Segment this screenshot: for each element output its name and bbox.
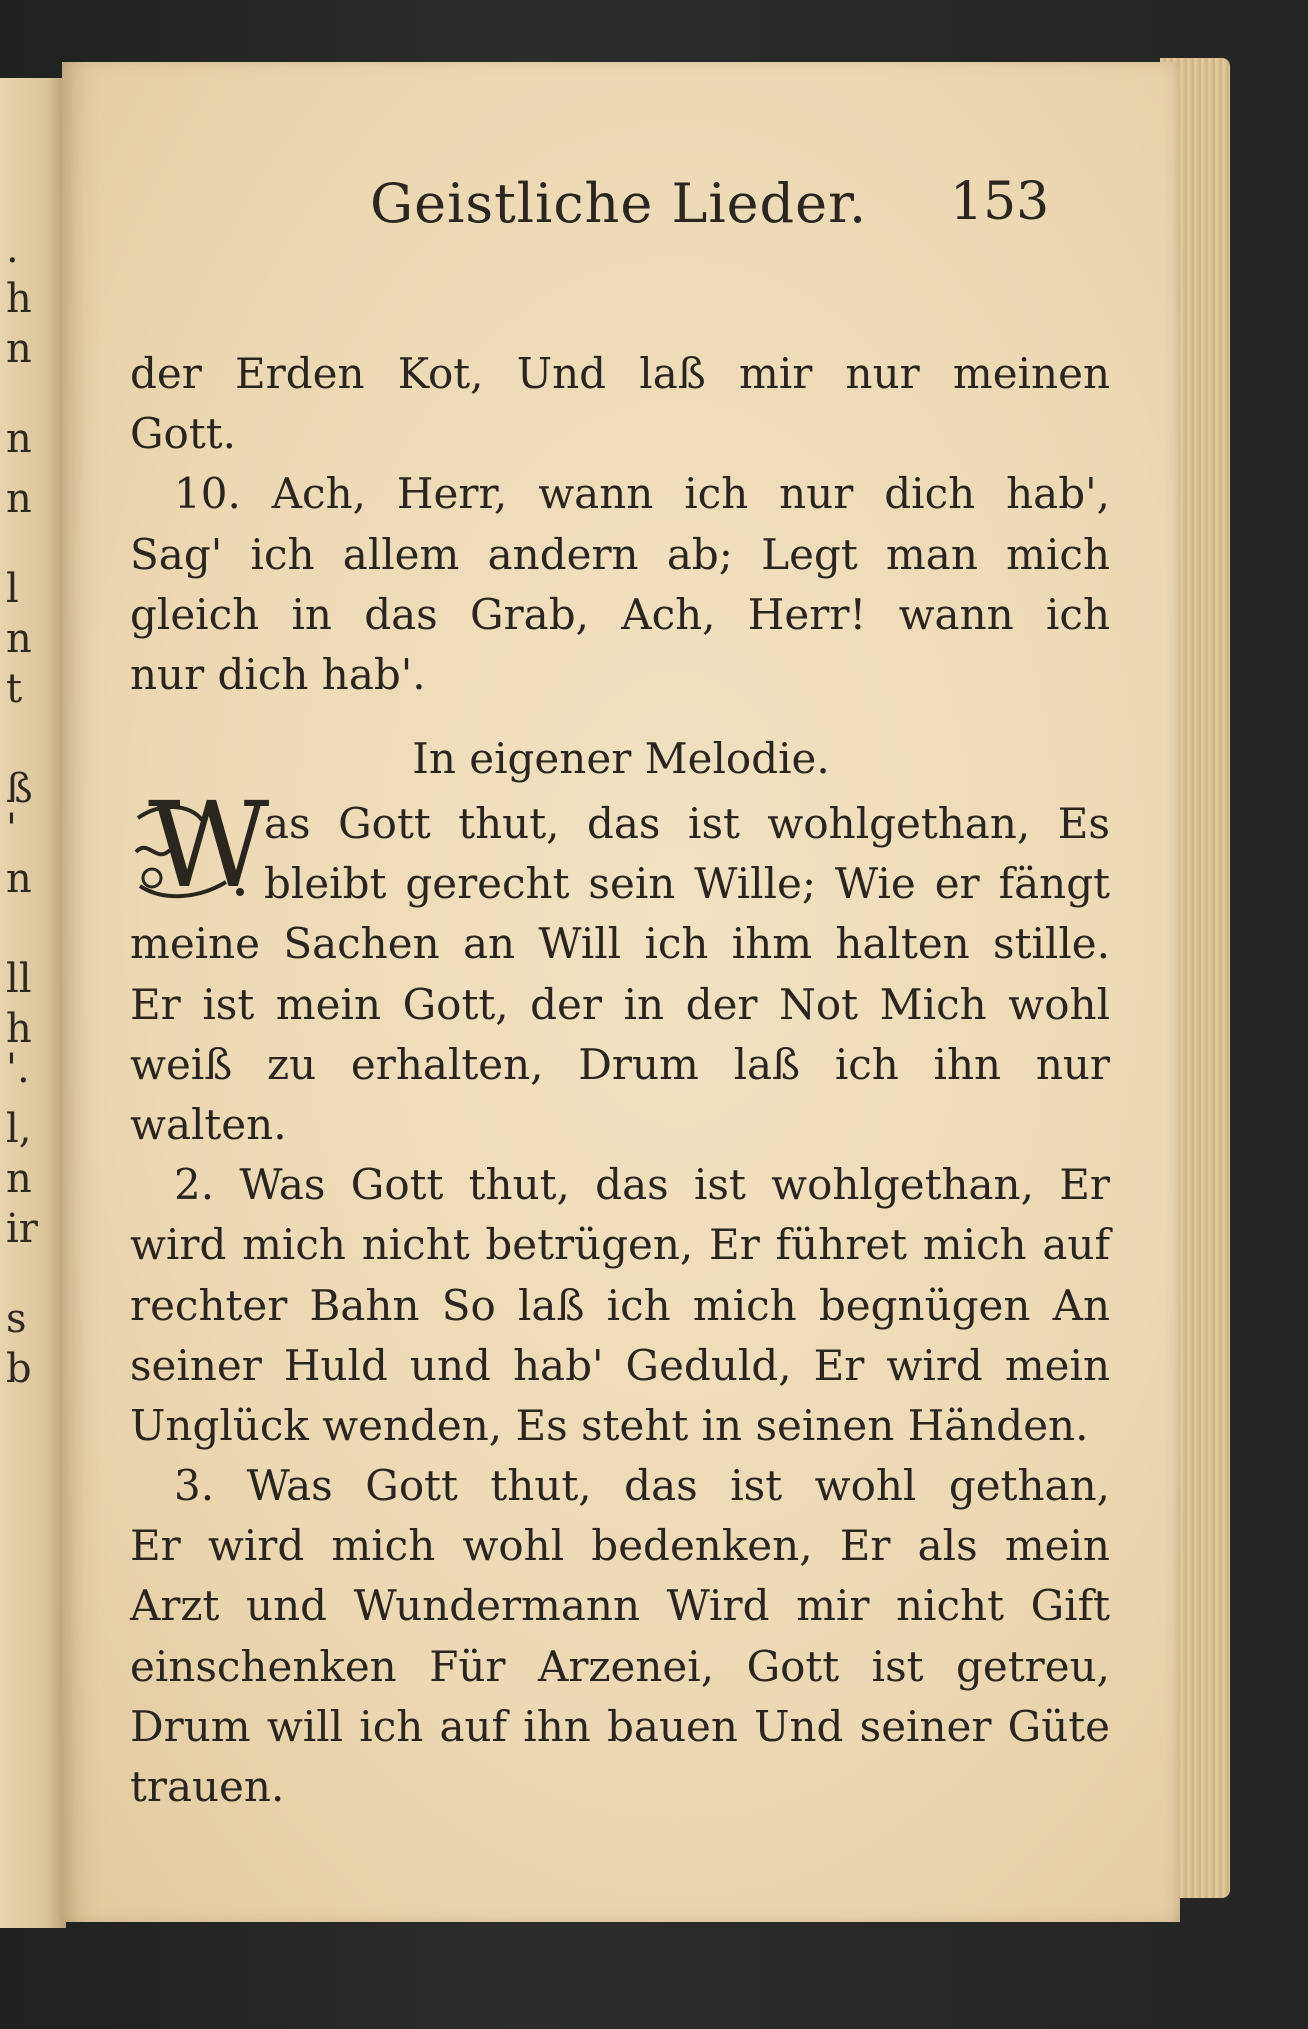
left-page-fragment: ß [6, 766, 33, 812]
text-line: rechter Bahn So laß ich mich begnügen An [130, 1280, 1110, 1330]
text-line: nur dich hab'. [130, 649, 426, 699]
left-page-fragment: ir [6, 1206, 38, 1252]
text-line: einschenken Für Arzenei, Gott ist getreu, [130, 1641, 1110, 1691]
left-page-fragment: l [6, 566, 19, 612]
text-line: Er ist mein Gott, der in der Not Mich wohl [130, 979, 1110, 1029]
running-title: Geistliche Lieder. [370, 172, 868, 235]
text-line: seiner Huld und hab' Geduld, Er wird mein [130, 1340, 1110, 1390]
previous-hymn-ending [130, 344, 1110, 705]
book-page [62, 62, 1180, 1922]
text-line: Unglück wenden, Es steht in seinen Händen. [130, 1400, 1089, 1450]
left-page-fragment: n [6, 476, 32, 522]
text-line: Gott. [130, 409, 236, 459]
left-page-fragment: '. [6, 1046, 30, 1092]
text-line: 10. Ach, Herr, wann ich nur dich hab', [174, 469, 1110, 519]
text-line: walten. [130, 1099, 287, 1149]
page-number: 153 [950, 172, 1050, 232]
left-facing-page [0, 78, 66, 1928]
text-line: Drum will ich auf ihn bauen Und seiner Güte [130, 1701, 1110, 1751]
left-page-fragment: n [6, 326, 32, 372]
hymn-heading: In eigener Melodie. [412, 734, 830, 783]
left-page-fragment: ' [6, 806, 17, 852]
left-page-fragment: . [6, 226, 19, 272]
hymn-text [130, 794, 1110, 1817]
text-line: wird mich nicht betrügen, Er führet mich auf [130, 1220, 1110, 1270]
left-page-fragment: b [6, 1346, 32, 1392]
text-line: 3. Was Gott thut, das ist wohl gethan, [174, 1461, 1110, 1511]
left-page-fragment: t [6, 666, 23, 712]
text-line: trauen. [130, 1762, 285, 1811]
text-line: weiß zu erhalten, Drum laß ich ihn nur [130, 1039, 1110, 1089]
left-page-fragment: n [6, 616, 32, 662]
text-line: meine Sachen an Will ich ihm halten stille. [130, 919, 1110, 969]
left-page-fragment: ll [6, 956, 32, 1002]
text-line: 2. Was Gott thut, das ist wohlgethan, Er [174, 1160, 1110, 1210]
text-line: bleibt gerecht sein Wille; Wie er fängt [264, 859, 1110, 909]
left-page-fragment: n [6, 416, 32, 462]
text-line: der Erden Kot, Und laß mir nur meinen [130, 349, 1110, 398]
left-page-fragment: h [6, 276, 32, 322]
page-header [62, 172, 1180, 252]
text-line: Sag' ich allem andern ab; Legt man mich [130, 529, 1110, 579]
drop-cap-letter: W [148, 776, 270, 914]
left-page-fragment: n [6, 856, 32, 902]
text-line: as Gott thut, das ist wohlgethan, Es [264, 799, 1110, 848]
left-page-fragment: l, [6, 1106, 32, 1152]
left-page-fragment: n [6, 1156, 32, 1202]
left-page-fragment: h [6, 1006, 32, 1052]
text-line: gleich in das Grab, Ach, Herr! wann ich [130, 589, 1110, 639]
text-line: Arzt und Wundermann Wird mir nicht Gift [130, 1581, 1110, 1631]
text-line: Er wird mich wohl bedenken, Er als mein [130, 1521, 1110, 1571]
left-page-fragment: s [6, 1296, 27, 1342]
